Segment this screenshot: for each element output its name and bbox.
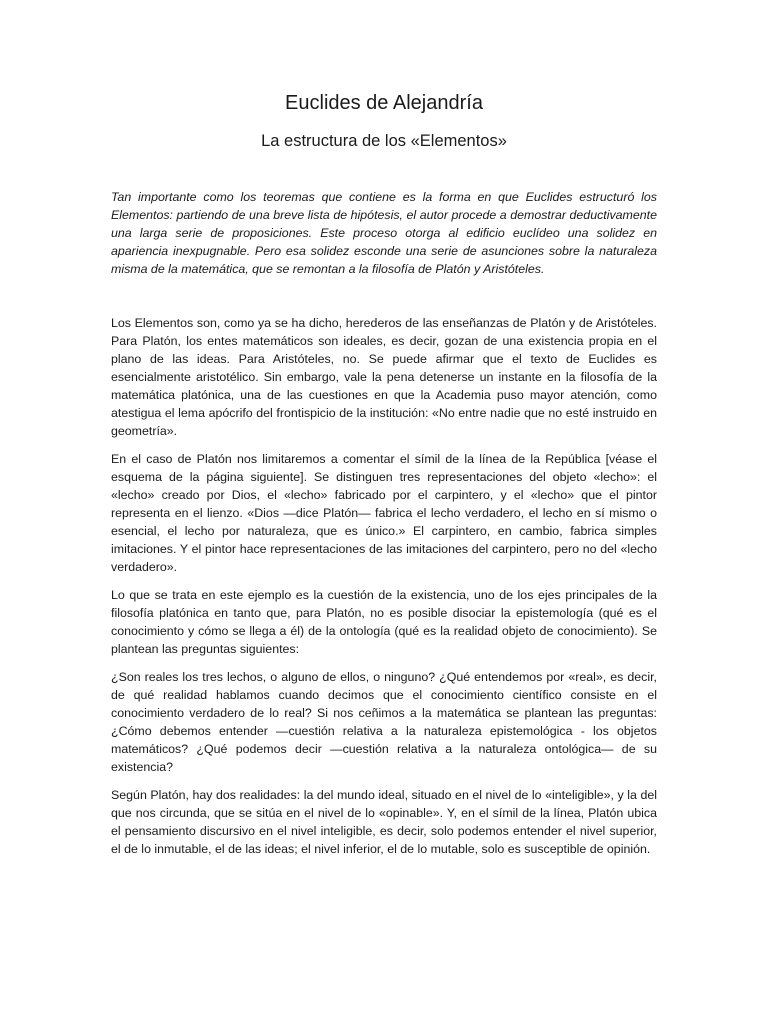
body-paragraph-4: ¿Son reales los tres lechos, o alguno de ellos, o ninguno? ¿Qué entendemos por «real», es decir, de qué realidad hablamos cuando decimos que el conocimiento científico consiste en el conocimiento verdadero de lo real? Si nos ceñimos a la matemática se plantean las preguntas: ¿Cómo debemos entender —cuestión relativa a la naturaleza epistemológica - los objetos matemáticos? ¿Qué podemos decir —cuestión relativa a la naturaleza ontológica— de su existencia? xyxy=(111,670,657,774)
body-paragraph-2: En el caso de Platón nos limitaremos a comentar el símil de la línea de la República [véase el esquema de la página siguiente]. Se distinguen tres representaciones del objeto «lecho»: el «lecho» creado por Dios, el «lecho» fabricado por el carpintero, y el «lecho» que el pintor representa en el lienzo. «Dios —dice Platón— fabrica el lecho verdadero, el lecho en sí mismo o esencial, el lecho por naturaleza, que es único.» El carpintero, en cambio, fabrica simples imitaciones. Y el pintor hace representaciones de las imitaciones del carpintero, pero no del «lecho verdadero». xyxy=(111,452,657,574)
page-subtitle: La estructura de los «Elementos» xyxy=(261,132,507,150)
body-paragraph-3: Lo que se trata en este ejemplo es la cuestión de la existencia, uno de los ejes principales de la filosofía platónica en tanto que, para Platón, no es posible disociar la epistemología (qué es el conocimiento y cómo se llega a él) de la ontología (qué es la realidad objeto de conocimiento). Se plantean las preguntas siguientes: xyxy=(111,588,657,656)
body-text xyxy=(111,314,657,868)
body-paragraph-1: Los Elementos son, como ya se ha dicho, herederos de las enseñanzas de Platón y de Aristóteles. Para Platón, los entes matemáticos son ideales, es decir, gozan de una existencia propia en el plano de las ideas. Para Aristóteles, no. Se puede afirmar que el texto de Euclides es esencialmente aristotélico. Sin embargo, vale la pena detenerse un instante en la filosofía de la matemática platónica, una de las cuestiones en que la Academia puso mayor atención, como atestigua el lema apócrifo del frontispicio de la institución: «No entre nadie que no esté instruido en geometría». xyxy=(111,316,657,438)
body-paragraph-5: Según Platón, hay dos realidades: la del mundo ideal, situado en el nivel de lo «inteligible», y la del que nos circunda, que se sitúa en el nivel de lo «opinable». Y, en el símil de la línea, Platón ubica el pensamiento discursivo en el nivel inteligible, es decir, solo podemos entender el nivel superior, el de lo inmutable, el de las ideas; el nivel inferior, el de lo mutable, solo es susceptible de opinión. xyxy=(111,788,657,856)
intro-paragraph: Tan importante como los teoremas que contiene es la forma en que Euclides estructuró los Elementos: partiendo de una breve lista de hipótesis, el autor procede a demostrar deductivamente una larga serie de proposiciones. Este proceso otorga al edificio euclídeo una solidez en apariencia inexpugnable. Pero esa solidez esconde una serie de asunciones sobre la naturaleza misma de la matemática, que se remontan a la filosofía de Platón y Aristóteles. xyxy=(111,190,657,276)
page-title: Euclides de Alejandría xyxy=(285,92,483,114)
